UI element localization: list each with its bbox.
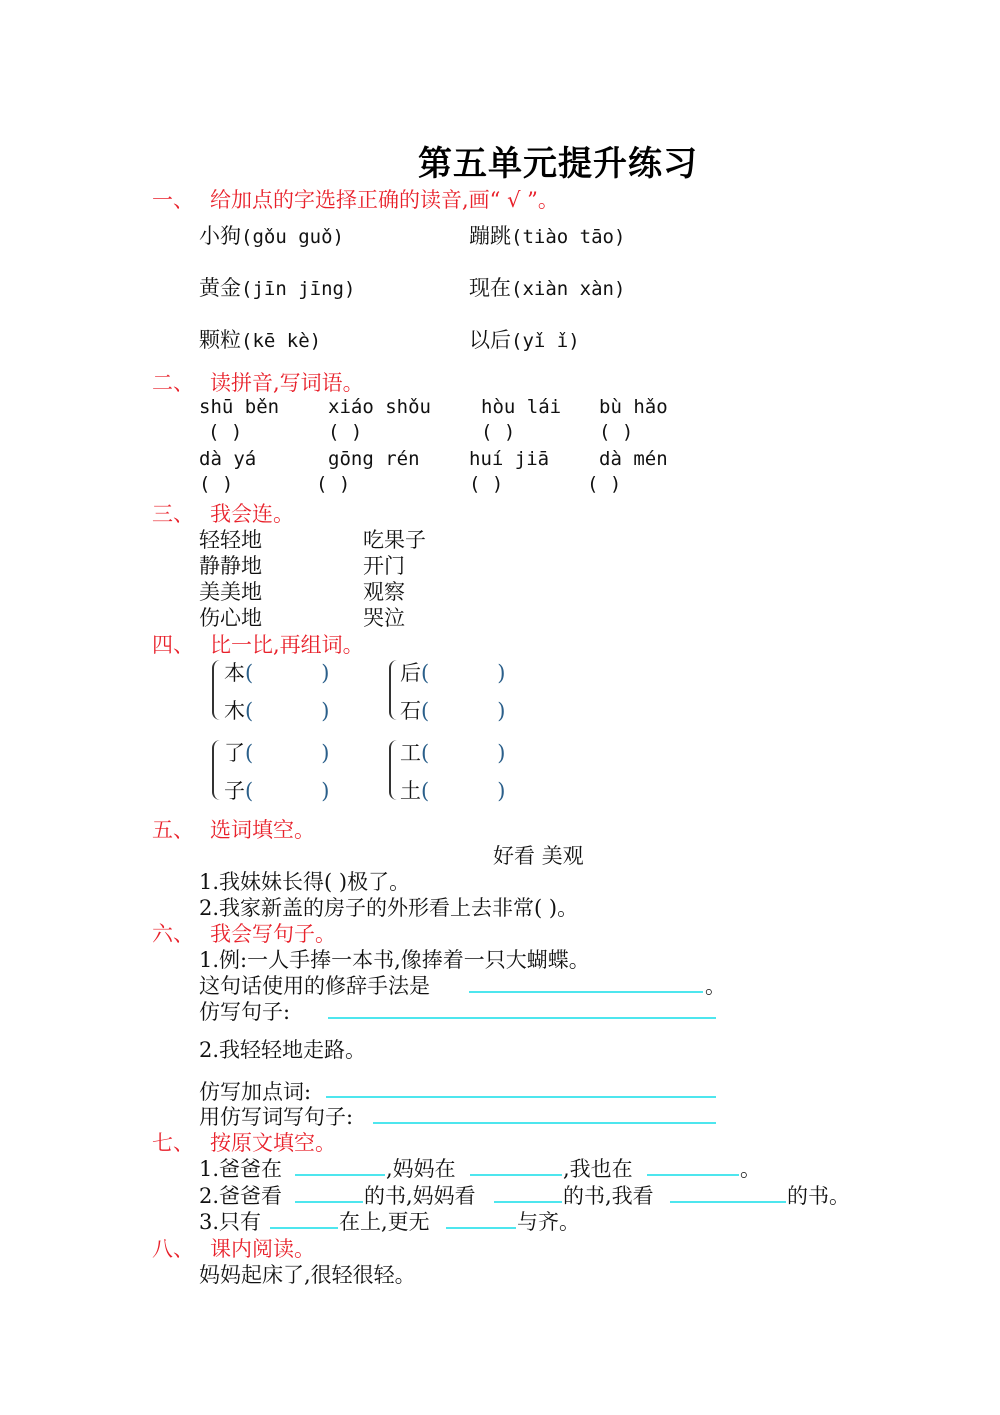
close-paren: ) [321, 779, 330, 803]
close-paren: ) [497, 661, 506, 685]
word: 颗粒 [199, 328, 241, 352]
answer-blank[interactable]: ( ) [469, 473, 504, 495]
compare-row [400, 657, 505, 687]
section-number: 四、 [152, 633, 194, 657]
section-title: 按原文填空。 [210, 1131, 336, 1155]
match-left-item[interactable]: 伤心地 [199, 606, 262, 630]
close-paren: ) [497, 741, 506, 765]
brace-icon [389, 660, 399, 720]
match-right-item[interactable]: 哭泣 [363, 606, 405, 630]
close-paren: ) [497, 779, 506, 803]
compare-row [224, 775, 329, 805]
pinyin-prompt: hòu lái [481, 396, 562, 418]
fill-text: 的书。 [787, 1184, 850, 1208]
character: 了 [224, 741, 245, 765]
character: 工 [400, 741, 421, 765]
fill-blank-line[interactable] [295, 1174, 385, 1176]
pinyin-options[interactable]: (xiàn xàn) [511, 278, 626, 300]
brace-icon [212, 740, 222, 800]
open-paren: ( [245, 699, 254, 723]
answer-blank[interactable]: ( ) [587, 473, 622, 495]
close-paren: ) [321, 661, 330, 685]
fill-text: 1.爸爸在 [199, 1157, 283, 1181]
match-left-item[interactable]: 美美地 [199, 580, 262, 604]
pinyin-options[interactable]: (gǒu guǒ) [241, 226, 344, 248]
word: 黄金 [199, 276, 241, 300]
fill-question-2[interactable]: 2.我家新盖的房子的外形看上去非常( )。 [199, 896, 579, 920]
character: 石 [400, 699, 421, 723]
pinyin-choice-item [199, 220, 344, 250]
section-title: 我会写句子。 [210, 922, 336, 946]
fill-blank-line[interactable] [670, 1201, 786, 1203]
fill-text: ,我也在 [563, 1157, 633, 1181]
imitate-sentence-line[interactable] [328, 1017, 716, 1019]
pinyin-choice-item [199, 272, 355, 302]
fill-blank-line[interactable] [295, 1201, 363, 1203]
fill-text: 在上,更无 [339, 1210, 430, 1234]
pinyin-options[interactable]: (kē kè) [241, 330, 322, 352]
rhetoric-prompt: 这句话使用的修辞手法是 [199, 974, 430, 998]
match-right-item[interactable]: 开门 [363, 554, 405, 578]
pinyin-prompt: dà yá [199, 448, 257, 470]
section-title: 比一比,再组词。 [210, 633, 364, 657]
answer-blank[interactable]: ( ) [316, 473, 351, 495]
pinyin-prompt: gōng rén [328, 448, 420, 470]
word: 蹦跳 [469, 224, 511, 248]
compare-row [224, 737, 329, 767]
answer-blank[interactable]: ( ) [599, 421, 634, 443]
fill-text: 与齐。 [517, 1210, 580, 1234]
open-paren: ( [245, 661, 254, 685]
answer-blank[interactable]: ( ) [481, 421, 516, 443]
section-4-heading [152, 629, 364, 659]
section-number: 五、 [152, 818, 194, 842]
character: 后 [400, 661, 421, 685]
section-number: 七、 [152, 1131, 194, 1155]
answer-blank[interactable]: ( ) [208, 421, 243, 443]
pinyin-prompt: bù hǎo [599, 396, 668, 418]
fill-text: 的书,妈妈看 [364, 1184, 476, 1208]
open-paren: ( [421, 661, 430, 685]
section-title: 课内阅读。 [210, 1237, 315, 1261]
section-1-heading [152, 184, 559, 214]
fill-blank-line[interactable] [270, 1227, 338, 1229]
match-right-item[interactable]: 观察 [363, 580, 405, 604]
section-number: 六、 [152, 922, 194, 946]
section-title: 给加点的字选择正确的读音,画“ √ ”。 [210, 188, 559, 212]
use-word-prompt: 用仿写词写句子: [199, 1105, 354, 1129]
close-paren: ) [497, 699, 506, 723]
compare-row [400, 775, 505, 805]
answer-blank[interactable]: ( ) [328, 421, 363, 443]
rhetoric-answer-line[interactable] [469, 991, 703, 993]
pinyin-choice-item [199, 324, 321, 354]
word: 小狗 [199, 224, 241, 248]
reading-text: 妈妈起床了,很轻很轻。 [199, 1263, 416, 1287]
section-number: 一、 [152, 188, 194, 212]
period: 。 [705, 974, 726, 998]
word: 现在 [469, 276, 511, 300]
open-paren: ( [421, 699, 430, 723]
fill-text: 的书,我看 [563, 1184, 654, 1208]
section-5-heading [152, 814, 315, 844]
fill-text: 3.只有 [199, 1210, 262, 1234]
section-2-heading [152, 367, 364, 397]
open-paren: ( [245, 741, 254, 765]
brace-icon [212, 660, 222, 720]
compare-row [224, 695, 329, 725]
match-left-item[interactable]: 静静地 [199, 554, 262, 578]
character: 子 [224, 779, 245, 803]
character: 土 [400, 779, 421, 803]
section-number: 二、 [152, 371, 194, 395]
character: 本 [224, 661, 245, 685]
close-paren: ) [321, 741, 330, 765]
compare-row [400, 695, 505, 725]
word-choices: 好看 美观 [493, 844, 584, 868]
compare-row [400, 737, 505, 767]
section-number: 八、 [152, 1237, 194, 1261]
section-title: 我会连。 [210, 502, 294, 526]
pinyin-choice-item [469, 324, 580, 354]
pinyin-choice-item [469, 272, 625, 302]
fill-blank-line[interactable] [446, 1227, 516, 1229]
answer-blank[interactable]: ( ) [199, 473, 234, 495]
fill-blank-line[interactable] [647, 1174, 739, 1176]
section-title: 选词填空。 [210, 818, 315, 842]
fill-question-1[interactable]: 1.我妹妹长得( )极了。 [199, 870, 411, 894]
pinyin-prompt: huí jiā [469, 448, 550, 470]
word: 以后 [469, 328, 511, 352]
brace-icon [389, 740, 399, 800]
sentence-2: 2.我轻轻地走路。 [199, 1038, 367, 1062]
imitate-sentence-prompt: 仿写句子: [199, 1000, 291, 1024]
character: 木 [224, 699, 245, 723]
open-paren: ( [245, 779, 254, 803]
imitate-word-prompt: 仿写加点词: [199, 1080, 312, 1104]
fill-text: 2.爸爸看 [199, 1184, 283, 1208]
pinyin-options[interactable]: (yǐ ǐ) [511, 330, 580, 352]
close-paren: ) [321, 699, 330, 723]
pinyin-prompt: xiáo shǒu [328, 396, 431, 418]
open-paren: ( [421, 741, 430, 765]
open-paren: ( [421, 779, 430, 803]
page-title: 第五单元提升练习 [418, 144, 698, 184]
pinyin-choice-item [469, 220, 625, 250]
pinyin-prompt: dà mén [599, 448, 668, 470]
pinyin-options[interactable]: (tiào tāo) [511, 226, 626, 248]
pinyin-options[interactable]: (jīn jīng) [241, 278, 356, 300]
use-word-line[interactable] [373, 1122, 716, 1124]
fill-text: 。 [740, 1157, 761, 1181]
fill-blank-line[interactable] [494, 1201, 562, 1203]
fill-text: ,妈妈在 [386, 1157, 456, 1181]
example-sentence: 1.例:一人手捧一本书,像捧着一只大蝴蝶。 [199, 948, 590, 972]
pinyin-prompt: shū běn [199, 396, 280, 418]
fill-blank-line[interactable] [470, 1174, 562, 1176]
match-right-item[interactable]: 吃果子 [363, 528, 426, 552]
imitate-word-line[interactable] [326, 1096, 716, 1098]
section-title: 读拼音,写词语。 [210, 371, 364, 395]
section-number: 三、 [152, 502, 194, 526]
match-left-item[interactable]: 轻轻地 [199, 528, 262, 552]
compare-row [224, 657, 329, 687]
